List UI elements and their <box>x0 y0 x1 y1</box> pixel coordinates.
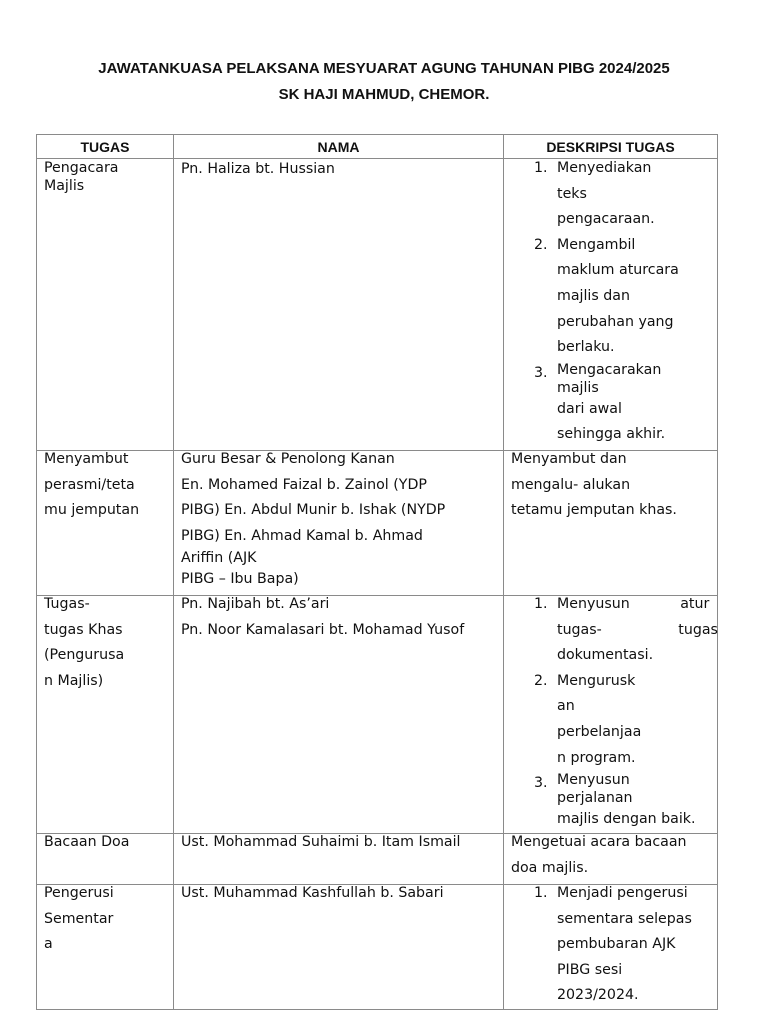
list-text: perubahan yang <box>557 313 674 330</box>
list-item <box>504 669 711 771</box>
list-text: perjalanan <box>557 790 633 807</box>
nama-text: En. Mohamed Faizal b. Zainol (YDP <box>181 476 427 493</box>
list-number: 3. <box>534 775 548 792</box>
deskripsi-text: tetamu jemputan khas. <box>511 502 677 519</box>
tugas-text: Menyambut <box>44 451 129 467</box>
committee-table <box>36 134 718 1010</box>
tugas-text: (Pengurusa <box>44 647 125 664</box>
deskripsi-cell <box>504 885 718 1010</box>
nama-text: Ust. Mohammad Suhaimi b. Itam Ismail <box>181 834 461 850</box>
list-text: maklum aturcara <box>557 262 679 279</box>
list-text: dari awal <box>557 400 622 417</box>
document-title: JAWATANKUASA PELAKSANA MESYUARAT AGUNG TAHUNAN PIBG 2024/2025 <box>98 60 670 77</box>
list-text: Mengacarakan <box>557 361 662 378</box>
tugas-text: Majlis <box>44 178 85 194</box>
list-text: dokumentasi. <box>557 647 654 664</box>
list-text: Menjadi pengerusi <box>557 885 688 901</box>
list-text: majlis <box>557 379 599 396</box>
list-text: perbelanjaa <box>557 723 642 740</box>
table-row <box>37 596 718 834</box>
nama-text: PIBG – Ibu Bapa) <box>181 571 299 588</box>
table-row <box>37 159 718 451</box>
list-item <box>504 233 711 361</box>
tugas-text: tugas Khas <box>44 621 123 638</box>
deskripsi-cell <box>504 596 718 834</box>
list-text: Mengambil <box>557 236 636 253</box>
tugas-text: Sementar <box>44 910 114 927</box>
column-header-nama: NAMA <box>174 135 504 159</box>
list-item <box>504 156 711 233</box>
nama-text: PIBG) En. Ahmad Kamal b. Ahmad <box>181 527 423 544</box>
list-number: 2. <box>534 236 548 253</box>
list-text: Menyusun atur <box>557 596 710 612</box>
deskripsi-text: mengalu- alukan <box>511 476 631 493</box>
list-text: teks <box>557 185 587 202</box>
list-text: Menyusun <box>557 772 630 789</box>
list-number: 2. <box>534 672 548 689</box>
tugas-text: Pengacara <box>44 160 119 176</box>
tugas-cell <box>37 834 174 885</box>
table-row <box>37 834 718 885</box>
column-header-tugas: TUGAS <box>37 135 174 159</box>
list-number: 3. <box>534 364 548 381</box>
tugas-cell <box>37 451 174 596</box>
list-number: 1. <box>534 596 548 612</box>
list-text: pengacaraan. <box>557 211 655 228</box>
tugas-cell <box>37 885 174 1010</box>
document-subtitle: SK HAJI MAHMUD, CHEMOR. <box>278 86 490 103</box>
list-text: majlis dengan baik. <box>557 811 696 828</box>
table-row <box>37 451 718 596</box>
list-item <box>504 361 711 448</box>
list-text: 2023/2024. <box>557 987 639 1004</box>
list-item <box>504 881 711 1009</box>
list-text: n program. <box>557 749 636 766</box>
nama-text: Pn. Haliza bt. Hussian <box>181 161 335 177</box>
list-text: berlaku. <box>557 339 615 356</box>
nama-cell <box>174 596 504 834</box>
deskripsi-text: doa majlis. <box>511 859 589 876</box>
table-header-row <box>37 135 718 159</box>
list-number: 1. <box>534 885 548 901</box>
deskripsi-cell <box>504 834 718 885</box>
list-text: pembubaran AJK <box>557 936 676 953</box>
tugas-text: n Majlis) <box>44 672 104 689</box>
list-text: sehingga akhir. <box>557 426 666 443</box>
tugas-text: perasmi/teta <box>44 476 135 493</box>
deskripsi-text: Menyambut dan <box>511 451 627 467</box>
nama-text: Guru Besar & Penolong Kanan <box>181 451 395 467</box>
nama-cell <box>174 159 504 451</box>
tugas-text: Pengerusi <box>44 885 114 901</box>
list-item <box>504 771 711 833</box>
list-text: Mengurusk <box>557 672 636 689</box>
nama-cell <box>174 885 504 1010</box>
list-text: majlis dan <box>557 287 630 304</box>
table-row <box>37 885 718 1010</box>
nama-text: PIBG) En. Abdul Munir b. Ishak (NYDP <box>181 502 446 519</box>
nama-text: Pn. Najibah bt. As’ari <box>181 596 330 612</box>
tugas-text: mu jemputan <box>44 502 140 519</box>
column-header-deskripsi: DESKRIPSI TUGAS <box>504 135 718 159</box>
deskripsi-cell <box>504 451 718 596</box>
tugas-text: Tugas- <box>44 596 90 612</box>
document-header <box>0 56 768 108</box>
tugas-cell <box>37 159 174 451</box>
deskripsi-cell <box>504 159 718 451</box>
deskripsi-text: Mengetuai acara bacaan <box>511 834 687 850</box>
list-text: Menyediakan <box>557 160 652 176</box>
nama-cell <box>174 451 504 596</box>
list-item <box>504 592 718 669</box>
nama-text: Ust. Muhammad Kashfullah b. Sabari <box>181 885 444 901</box>
list-text: PIBG sesi <box>557 961 623 978</box>
tugas-text: a <box>44 936 53 953</box>
nama-text: Pn. Noor Kamalasari bt. Mohamad Yusof <box>181 621 465 638</box>
list-text: an <box>557 698 575 715</box>
nama-text: Ariffin (AJK <box>181 550 257 567</box>
tugas-text: Bacaan Doa <box>44 834 130 850</box>
nama-cell <box>174 834 504 885</box>
tugas-cell <box>37 596 174 834</box>
list-text: tugas- tugas <box>557 621 718 638</box>
list-text: sementara selepas <box>557 910 692 927</box>
list-number: 1. <box>534 160 548 176</box>
